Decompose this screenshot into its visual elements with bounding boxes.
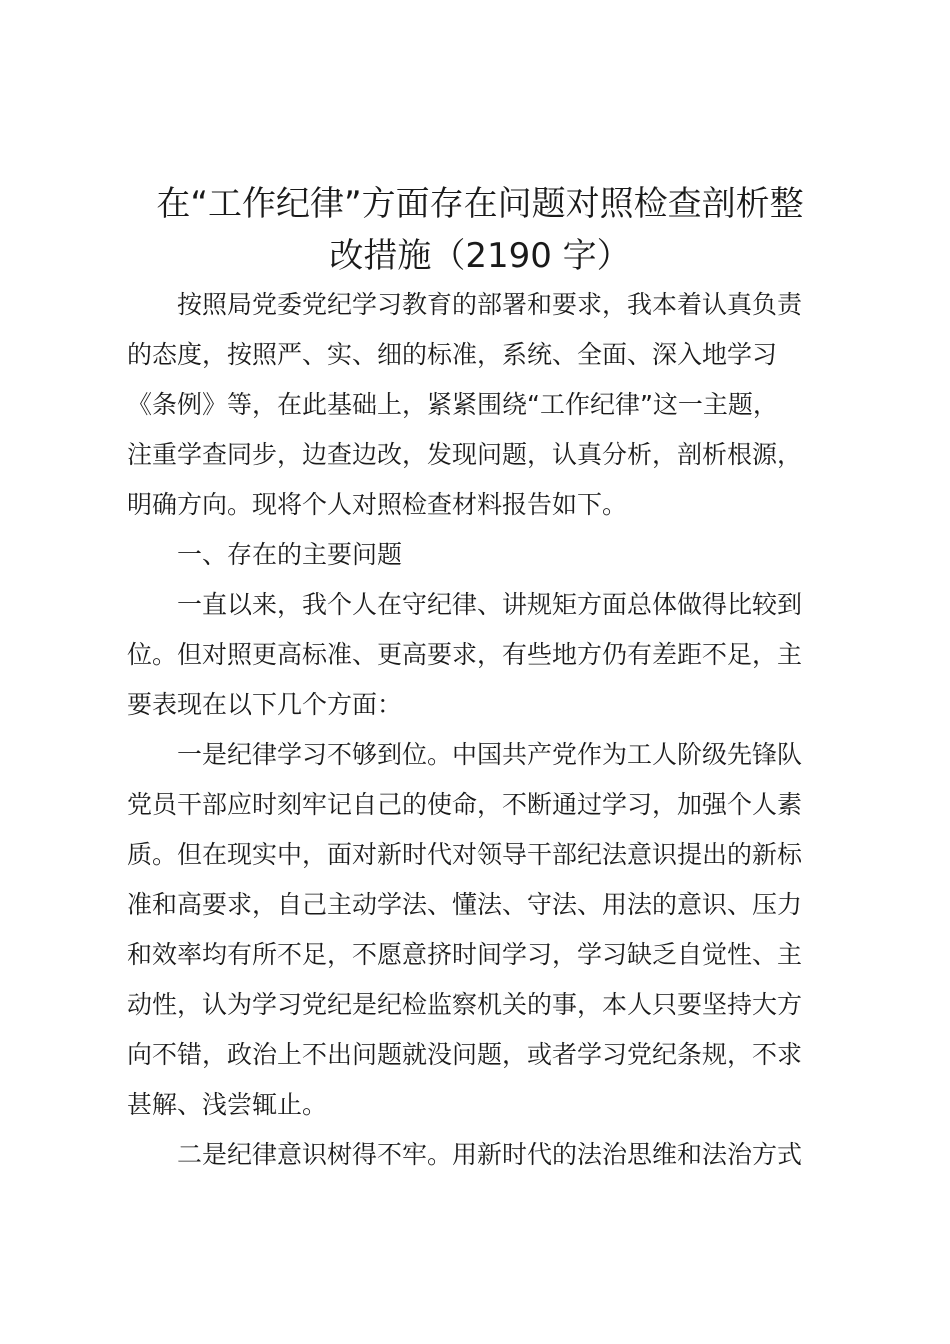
section-heading-1: [127, 530, 833, 580]
paragraph-point-2: [127, 1130, 833, 1180]
text-line: 按照局党委党纪学习教育的部署和要求，我本着认真负责: [177, 290, 803, 319]
text-line: 准和高要求，自己主动学法、懂法、守法、用法的意识、压力: [127, 890, 803, 919]
paragraph-overview: [127, 580, 833, 730]
document-body: [127, 280, 833, 1180]
text-line: 《条例》等，在此基础上，紧紧围绕“工作纪律”这一主题，: [127, 390, 778, 419]
title-line-1: 在“工作纪律”方面存在问题对照检查剖析整: [156, 184, 804, 224]
text-line: 二是纪律意识树得不牢。用新时代的法治思维和法治方式: [177, 1140, 803, 1169]
text-line: 和效率均有所不足，不愿意挤时间学习，学习缺乏自觉性、主: [127, 940, 803, 969]
section-heading-text: 一、存在的主要问题: [177, 540, 403, 569]
text-line: 明确方向。现将个人对照检查材料报告如下。: [127, 490, 628, 519]
text-line: 质。但在现实中，面对新时代对领导干部纪法意识提出的新标: [127, 840, 803, 869]
paragraph-intro: [127, 280, 833, 530]
text-line: 甚解、浅尝辄止。: [127, 1090, 328, 1119]
text-line: 党员干部应时刻牢记自己的使命，不断通过学习，加强个人素: [127, 790, 803, 819]
text-line: 一是纪律学习不够到位。中国共产党作为工人阶级先锋队: [177, 740, 803, 769]
paragraph-point-1: [127, 730, 833, 1130]
text-line: 的态度，按照严、实、细的标准，系统、全面、深入地学习: [127, 340, 778, 369]
text-line: 动性，认为学习党纪是纪检监察机关的事，本人只要坚持大方: [127, 990, 803, 1019]
document-title: [110, 178, 850, 282]
title-line-2: 改措施（2190 字）: [329, 236, 631, 276]
text-line: 要表现在以下几个方面：: [127, 690, 403, 719]
text-line: 向不错，政治上不出问题就没问题，或者学习党纪条规，不求: [127, 1040, 803, 1069]
text-line: 注重学查同步，边查边改，发现问题，认真分析，剖析根源，: [127, 440, 803, 469]
text-line: 一直以来，我个人在守纪律、讲规矩方面总体做得比较到: [177, 590, 803, 619]
text-line: 位。但对照更高标准、更高要求，有些地方仍有差距不足，主: [127, 640, 803, 669]
